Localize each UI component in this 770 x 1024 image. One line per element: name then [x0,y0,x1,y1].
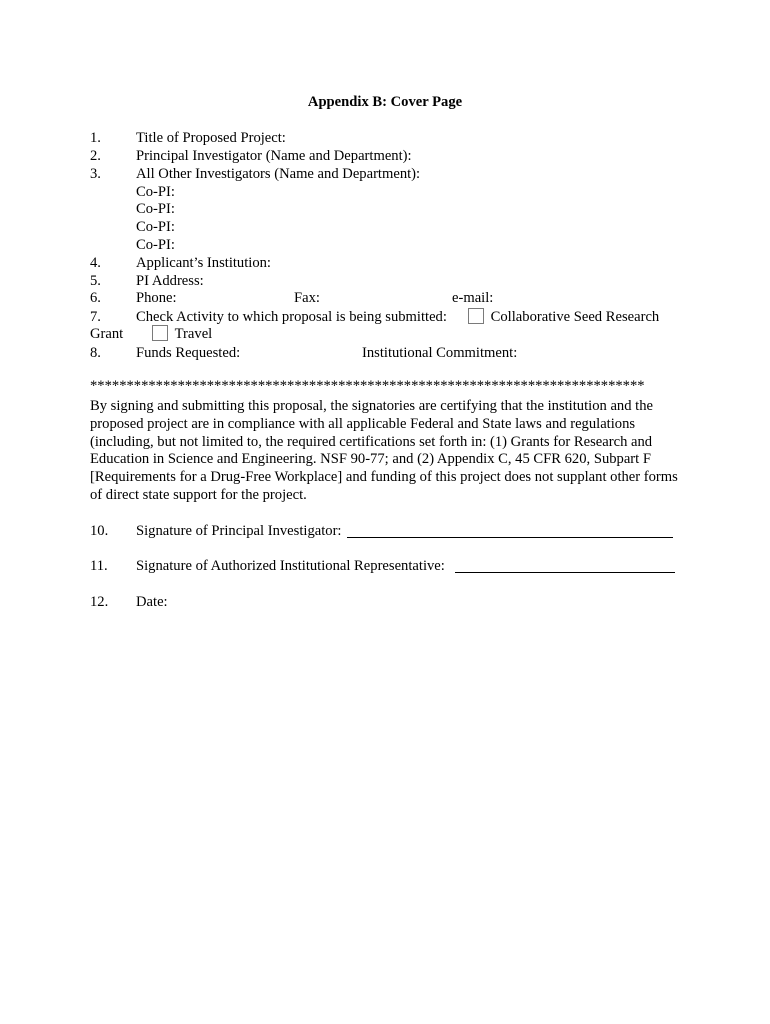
signature-pi-label: Signature of Principal Investigator: [136,523,342,539]
signature-rep-line[interactable] [455,559,675,573]
certification-paragraph: By signing and submitting this proposal, the signatories are certifying that the institution and the proposed project are in compliance with all applicable Federal and State laws and regulations (including, but not limited to, the required certifications set forth in: (1) Grants for Research and Education in Science and Engineering. NSF 90-77; and (2) Appendix C, 45 CFR 620, Subpart F [Requirements for a Drug-Free Workplace] and funding of this project does not supplant other forms of direct state support for the project. [90,398,678,503]
item-number: 4. [90,255,101,271]
institutional-commitment-label: Institutional Commitment: [362,345,518,361]
item-label: Title of Proposed Project: [136,130,286,146]
collaborative-seed-checkbox[interactable] [468,308,484,324]
funds-requested-label: Funds Requested: [136,345,241,361]
item-number: 6. [90,290,101,306]
item-label: All Other Investigators (Name and Department): [136,166,421,182]
item-activity [90,308,680,326]
item-funds [90,344,680,362]
co-pi-label: Co-PI: [136,219,175,235]
date-label: Date: [136,594,168,610]
item-label: Check Activity to which proposal is being submitted: [136,309,447,325]
item-number: 7. [90,309,101,325]
signature-pi-line[interactable] [347,524,673,538]
co-pi-label: Co-PI: [136,237,175,253]
item-number: 8. [90,345,101,361]
item-number: 10. [90,523,109,539]
signature-pi-row [90,522,680,540]
email-label: e-mail: [452,290,494,306]
item-number: 1. [90,130,101,146]
item-activity-continued [90,325,680,343]
item-number: 11. [90,558,108,574]
travel-label: Travel [174,326,213,342]
co-pi-label: Co-PI: [136,184,175,200]
travel-option [152,325,212,343]
signature-rep-label: Signature of Authorized Institutional Representative: [136,558,445,574]
collaborative-seed-option [468,308,659,326]
item-contact [90,289,690,307]
travel-checkbox[interactable] [152,325,168,341]
fax-label: Fax: [294,290,320,306]
phone-label: Phone: [136,290,177,306]
item-label: Applicant’s Institution: [136,255,271,271]
item-label: PI Address: [136,273,204,289]
item-number: 5. [90,273,101,289]
grant-label: Grant [90,326,124,342]
item-label: Principal Investigator (Name and Department): [136,148,412,164]
collaborative-seed-label: Collaborative Seed Research [490,309,660,325]
co-pi-label: Co-PI: [136,201,175,217]
separator-stars: **************************************************************************** [90,378,645,394]
signature-rep-row [90,557,680,575]
item-number: 12. [90,594,109,610]
page-title: Appendix B: Cover Page [307,94,463,110]
item-number: 2. [90,148,101,164]
item-number: 3. [90,166,101,182]
